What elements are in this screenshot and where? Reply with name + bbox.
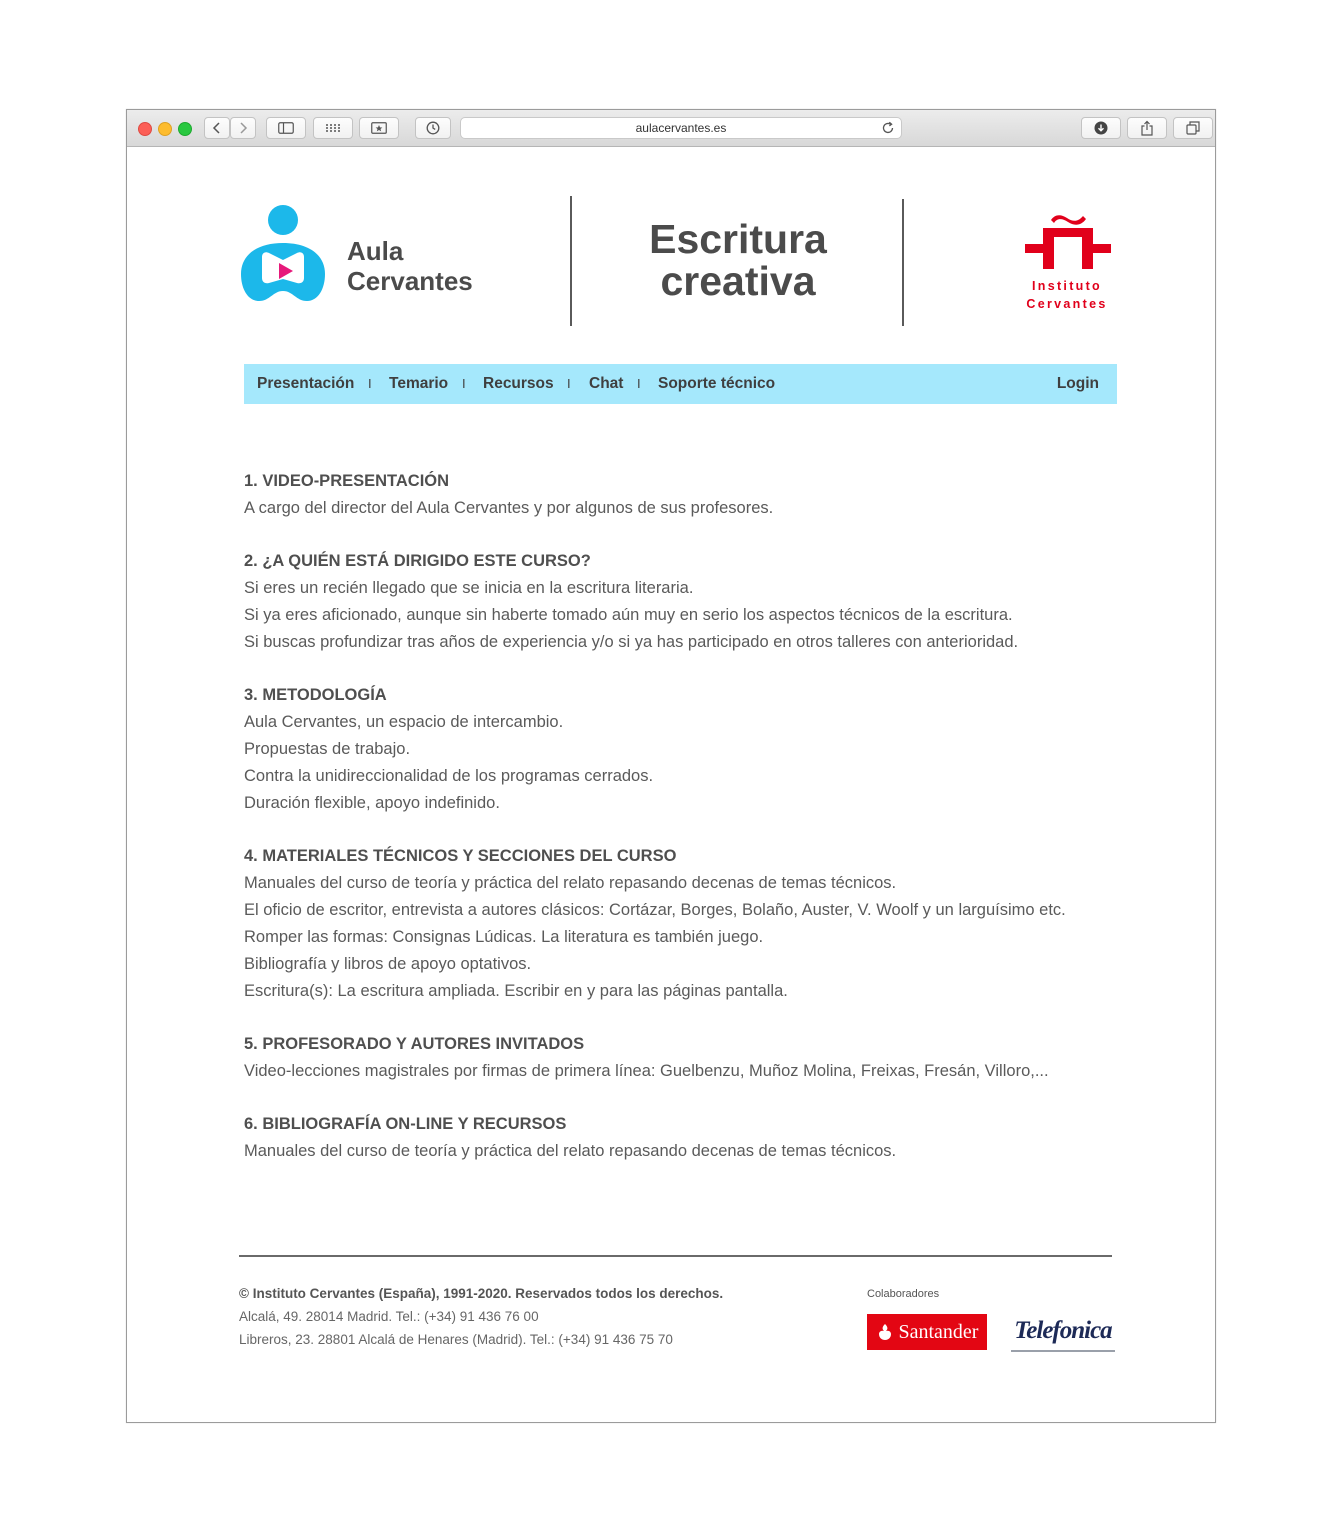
section-line: Contra la unidireccionalidad de los programas cerrados.: [244, 767, 654, 785]
site-header: [127, 110, 1215, 370]
browser-window: [126, 109, 1216, 1423]
section-line: A cargo del director del Aula Cervantes y por algunos de sus profesores.: [244, 499, 774, 517]
header-divider-left: [570, 196, 572, 326]
section-line: Escritura(s): La escritura ampliada. Escribir en y para las páginas pantalla.: [244, 982, 788, 1000]
aula-cervantes-logo-icon[interactable]: [237, 202, 329, 306]
section-heading: 5. PROFESORADO Y AUTORES INVITADOS: [244, 1035, 585, 1053]
section-line: Bibliografía y libros de apoyo optativos.: [244, 955, 532, 973]
nav-item-soporte-tecnico[interactable]: Soporte técnico: [658, 375, 776, 392]
page-title-line2: creativa: [660, 258, 816, 304]
collaborators-label: Colaboradores: [867, 1288, 940, 1300]
section-line: Si buscas profundizar tras años de experiencia y/o si ya has participado en otros talleres con anterioridad.: [244, 633, 1019, 651]
nav-separator: I: [567, 376, 571, 391]
nav-separator: I: [637, 376, 641, 391]
santander-logo[interactable]: [867, 1314, 987, 1350]
section-line: Duración flexible, apoyo indefinido.: [244, 794, 500, 812]
section-bibliografia: [244, 1111, 1124, 1165]
nav-separator: I: [462, 376, 466, 391]
section-line: Romper las formas: Consignas Lúdicas. La literatura es también juego.: [244, 928, 764, 946]
section-profesorado: [244, 1031, 1124, 1085]
flame-icon: [876, 1323, 894, 1341]
nav-separator: I: [368, 376, 372, 391]
nav-item-chat[interactable]: Chat: [589, 375, 624, 392]
main-nav: [244, 364, 1117, 404]
instituto-cervantes-logo-icon[interactable]: [1023, 214, 1113, 270]
section-heading: 4. MATERIALES TÉCNICOS Y SECCIONES DEL CURSO: [244, 847, 677, 865]
aula-wordmark-line1: Aula: [347, 236, 404, 266]
page-title: [573, 218, 903, 302]
header-divider-right: [902, 199, 904, 326]
url-text: aulacervantes.es: [635, 121, 727, 135]
nav-item-temario[interactable]: Temario: [389, 375, 449, 392]
nav-item-presentacion[interactable]: Presentación: [257, 375, 355, 392]
section-line: Video-lecciones magistrales por firmas de primera línea: Guelbenzu, Muñoz Molina, Freixas, Fresán, Villoro,...: [244, 1062, 1049, 1080]
address-madrid: Alcalá, 49. 28014 Madrid. Tel.: (+34) 91 436 76 00: [239, 1309, 539, 1324]
login-link[interactable]: Login: [1056, 375, 1099, 392]
ic-wordmark-line2: Cervantes: [1026, 297, 1108, 311]
section-materiales-tecnicos: [244, 843, 1124, 1005]
footer-divider: [239, 1255, 1112, 1257]
section-metodologia: [244, 682, 1124, 817]
course-content: [244, 468, 1124, 1191]
section-line: Si ya eres aficionado, aunque sin haberte tomado aún muy en serio los aspectos técnicos de la escritura.: [244, 606, 1013, 624]
section-line: El oficio de escritor, entrevista a autores clásicos: Cortázar, Borges, Bolaño, Auster, V. Woolf y un larguísimo etc.: [244, 901, 1066, 919]
address-alcala: Libreros, 23. 28801 Alcalá de Henares (Madrid). Tel.: (+34) 91 436 75 70: [239, 1332, 673, 1347]
section-line: Manuales del curso de teoría y práctica del relato repasando decenas de temas técnicos.: [244, 1142, 897, 1160]
copyright-text: © Instituto Cervantes (España), 1991-2020. Reservados todos los derechos.: [239, 1286, 724, 1301]
footer-info: [239, 1282, 723, 1351]
aula-cervantes-wordmark: [347, 236, 473, 296]
section-heading: 2. ¿A QUIÉN ESTÁ DIRIGIDO ESTE CURSO?: [244, 552, 591, 570]
instituto-cervantes-wordmark: [1007, 277, 1127, 313]
section-heading: 6. BIBLIOGRAFÍA ON-LINE Y RECURSOS: [244, 1115, 567, 1133]
ic-wordmark-line1: Instituto: [1032, 279, 1102, 293]
section-heading: 3. METODOLOGÍA: [244, 686, 387, 704]
section-line: Propuestas de trabajo.: [244, 740, 411, 758]
aula-wordmark-line2: Cervantes: [347, 266, 473, 296]
page-title-line1: Escritura: [649, 216, 827, 262]
section-line: Si eres un recién llegado que se inicia en la escritura literaria.: [244, 579, 694, 597]
section-video-presentacion: [244, 468, 1124, 522]
section-a-quien-dirigido: [244, 548, 1124, 656]
nav-item-recursos[interactable]: Recursos: [483, 375, 554, 392]
section-line: Aula Cervantes, un espacio de intercambio.: [244, 713, 564, 731]
telefonica-logo[interactable]: [1011, 1314, 1115, 1352]
section-heading: 1. VIDEO-PRESENTACIÓN: [244, 472, 450, 490]
santander-wordmark: Santander: [898, 1320, 979, 1343]
section-line: Manuales del curso de teoría y práctica del relato repasando decenas de temas técnicos.: [244, 874, 897, 892]
telefonica-wordmark: Telefonica: [1014, 1317, 1112, 1344]
